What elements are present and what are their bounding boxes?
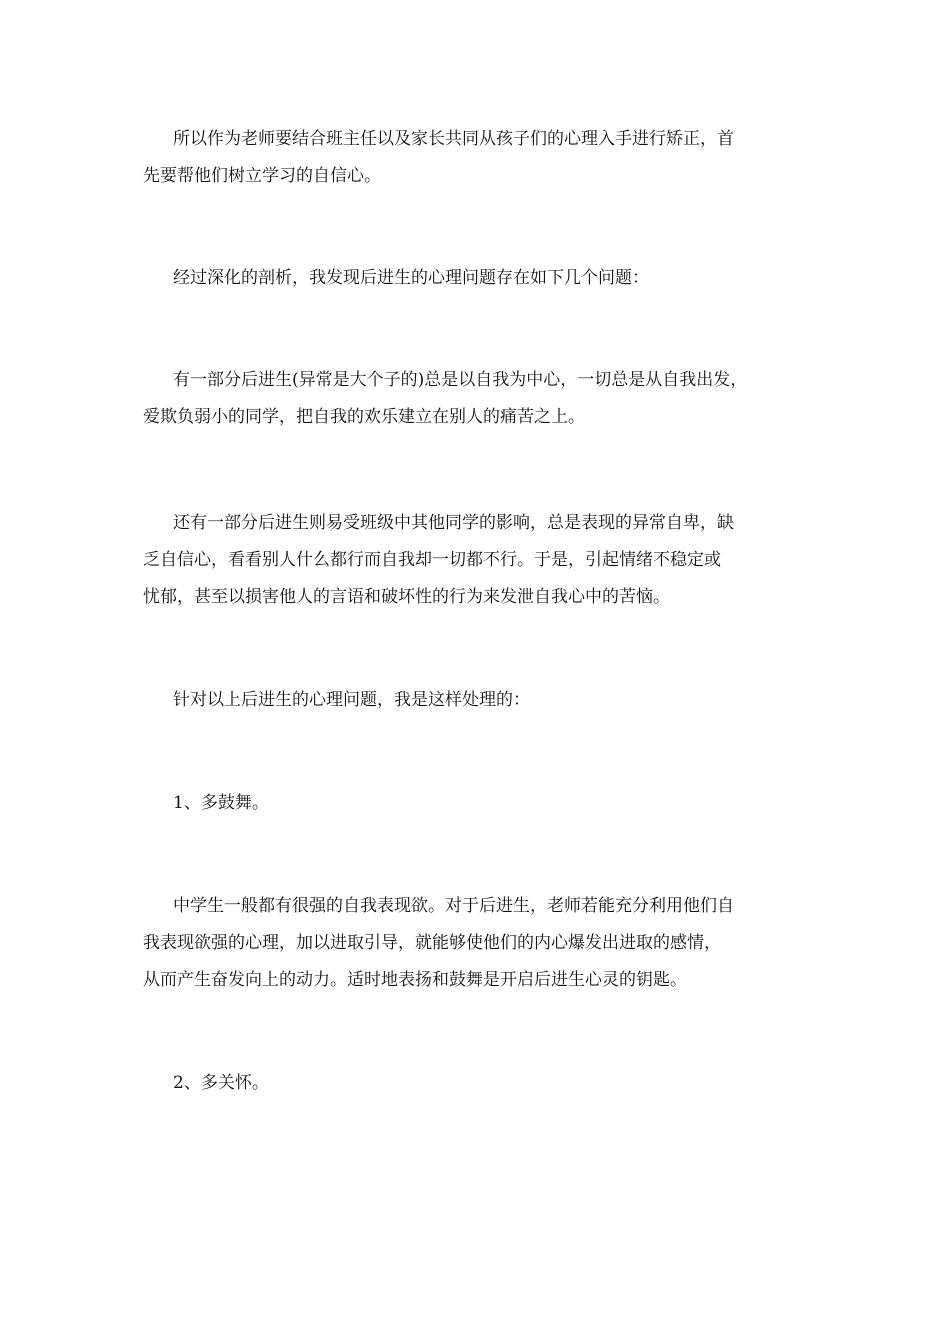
paragraph-approach — [143, 682, 823, 719]
paragraph-line: 爱欺负弱小的同学，把自我的欢乐建立在别人的痛苦之上。 — [143, 407, 585, 427]
paragraph-line: 还有一部分后进生则易受班级中其他同学的影响，总是表现的异常自卑，缺 — [173, 513, 734, 533]
paragraph-line: 所以作为老师要结合班主任以及家长共同从孩子们的心理入手进行矫正，首 — [173, 129, 734, 149]
heading-care — [143, 1065, 823, 1102]
heading-line: 2、多关怀。 — [173, 1073, 269, 1093]
paragraph-encourage-detail — [143, 888, 823, 999]
paragraph-line: 有一部分后进生(异常是大个子的)总是以自我为中心，一切总是从自我出发， — [173, 370, 748, 390]
paragraph-line: 针对以上后进生的心理问题，我是这样处理的： — [173, 690, 530, 710]
paragraph-line: 从而产生奋发向上的动力。适时地表扬和鼓舞是开启后进生心灵的钥匙。 — [143, 970, 687, 990]
paragraph-low-confidence — [143, 505, 823, 616]
paragraph-analysis — [143, 260, 823, 297]
heading-encourage — [143, 785, 823, 822]
paragraph-correction-intro — [143, 121, 823, 195]
paragraph-line: 我表现欲强的心理，加以进取引导，就能够使他们的内心爆发出进取的感情， — [143, 933, 721, 953]
paragraph-line: 乏自信心，看看别人什么都行而自我却一切都不行。于是，引起情绪不稳定或 — [143, 550, 721, 570]
heading-line: 1、多鼓舞。 — [173, 793, 269, 813]
paragraph-self-centered — [143, 362, 823, 436]
paragraph-line: 经过深化的剖析，我发现后进生的心理问题存在如下几个问题： — [173, 268, 649, 288]
paragraph-line: 先要帮他们树立学习的自信心。 — [143, 166, 381, 186]
paragraph-line: 中学生一般都有很强的自我表现欲。对于后进生，老师若能充分利用他们自 — [173, 896, 734, 916]
paragraph-line: 忧郁，甚至以损害他人的言语和破坏性的行为来发泄自我心中的苦恼。 — [143, 587, 670, 607]
